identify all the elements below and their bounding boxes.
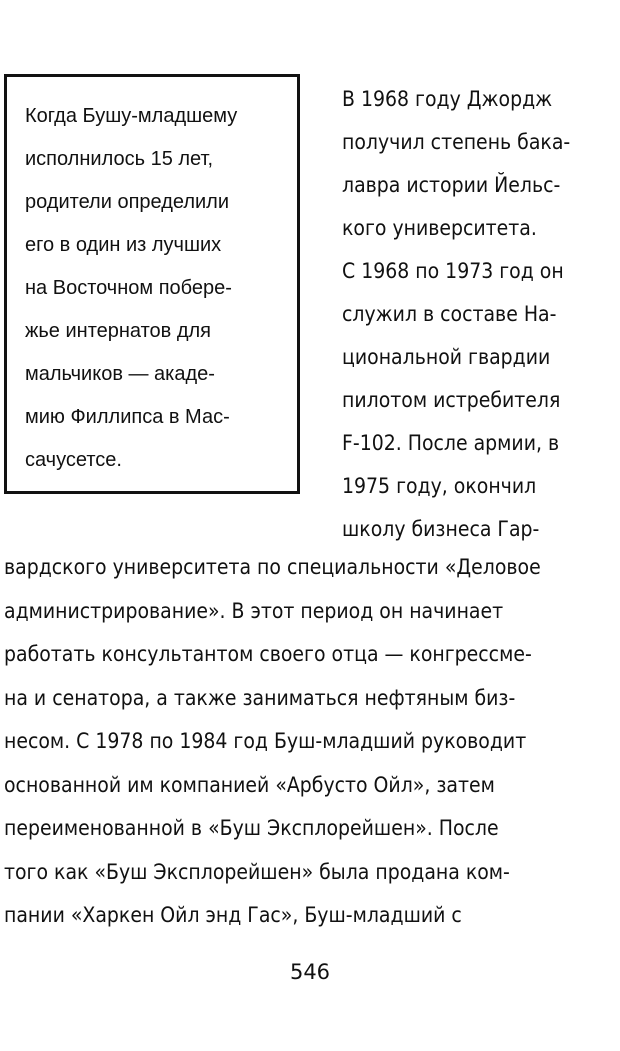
body-line: получил степень бака- — [342, 130, 571, 154]
page-number: 546 — [289, 960, 331, 984]
body-line: переименованной в «Буш Эксплорейшен». После — [4, 816, 499, 840]
body-text-full-width — [4, 546, 616, 938]
sidebar-line: Когда Бушу-младшему — [25, 105, 238, 127]
body-line: администрирование». В этот период он начинает — [4, 598, 504, 623]
body-line: несом. С 1978 по 1984 год Буш-младший руководит — [4, 729, 527, 753]
body-line: лавра истории Йельс- — [342, 173, 561, 197]
body-text-column — [342, 78, 612, 551]
body-line: 1975 году, окончил — [342, 474, 537, 498]
body-line: В 1968 году Джордж — [342, 87, 553, 111]
sidebar-line: жье интернатов для — [25, 320, 212, 342]
body-line: F-102. После армии, в — [342, 431, 560, 455]
body-line: того как «Буш Эксплорейшен» была продана ком- — [4, 859, 510, 884]
body-line: школу бизнеса Гар- — [342, 517, 540, 541]
body-line: на и сенатора, а также заниматься нефтяным биз- — [4, 685, 516, 710]
sidebar-line: на Восточном побере- — [25, 277, 232, 299]
body-line: основанной им компанией «Арбусто Ойл», затем — [4, 772, 495, 797]
body-line: работать консультантом своего отца — конгрессме- — [4, 642, 532, 666]
sidebar-line: мальчиков — акаде- — [25, 363, 215, 385]
body-line: С 1968 по 1973 год он — [342, 259, 564, 283]
sidebar-line: его в один из лучших — [25, 234, 222, 256]
sidebar-line: родители определили — [25, 191, 230, 213]
sidebar-line: исполнилось 15 лет, — [25, 148, 213, 170]
sidebar-box — [4, 74, 300, 494]
sidebar-line: мию Филлипса в Мас- — [25, 406, 230, 428]
body-line: пании «Харкен Ойл энд Гас», Буш-младший с — [4, 903, 462, 927]
body-line: кого университета. — [342, 216, 537, 240]
body-line: циональной гвардии — [342, 345, 551, 369]
body-line: служил в составе На- — [342, 302, 557, 326]
body-line: пилотом истребителя — [342, 388, 561, 412]
sidebar-line: сачусетсе. — [25, 449, 122, 471]
body-line: вардского университета по специальности «Деловое — [4, 555, 541, 579]
